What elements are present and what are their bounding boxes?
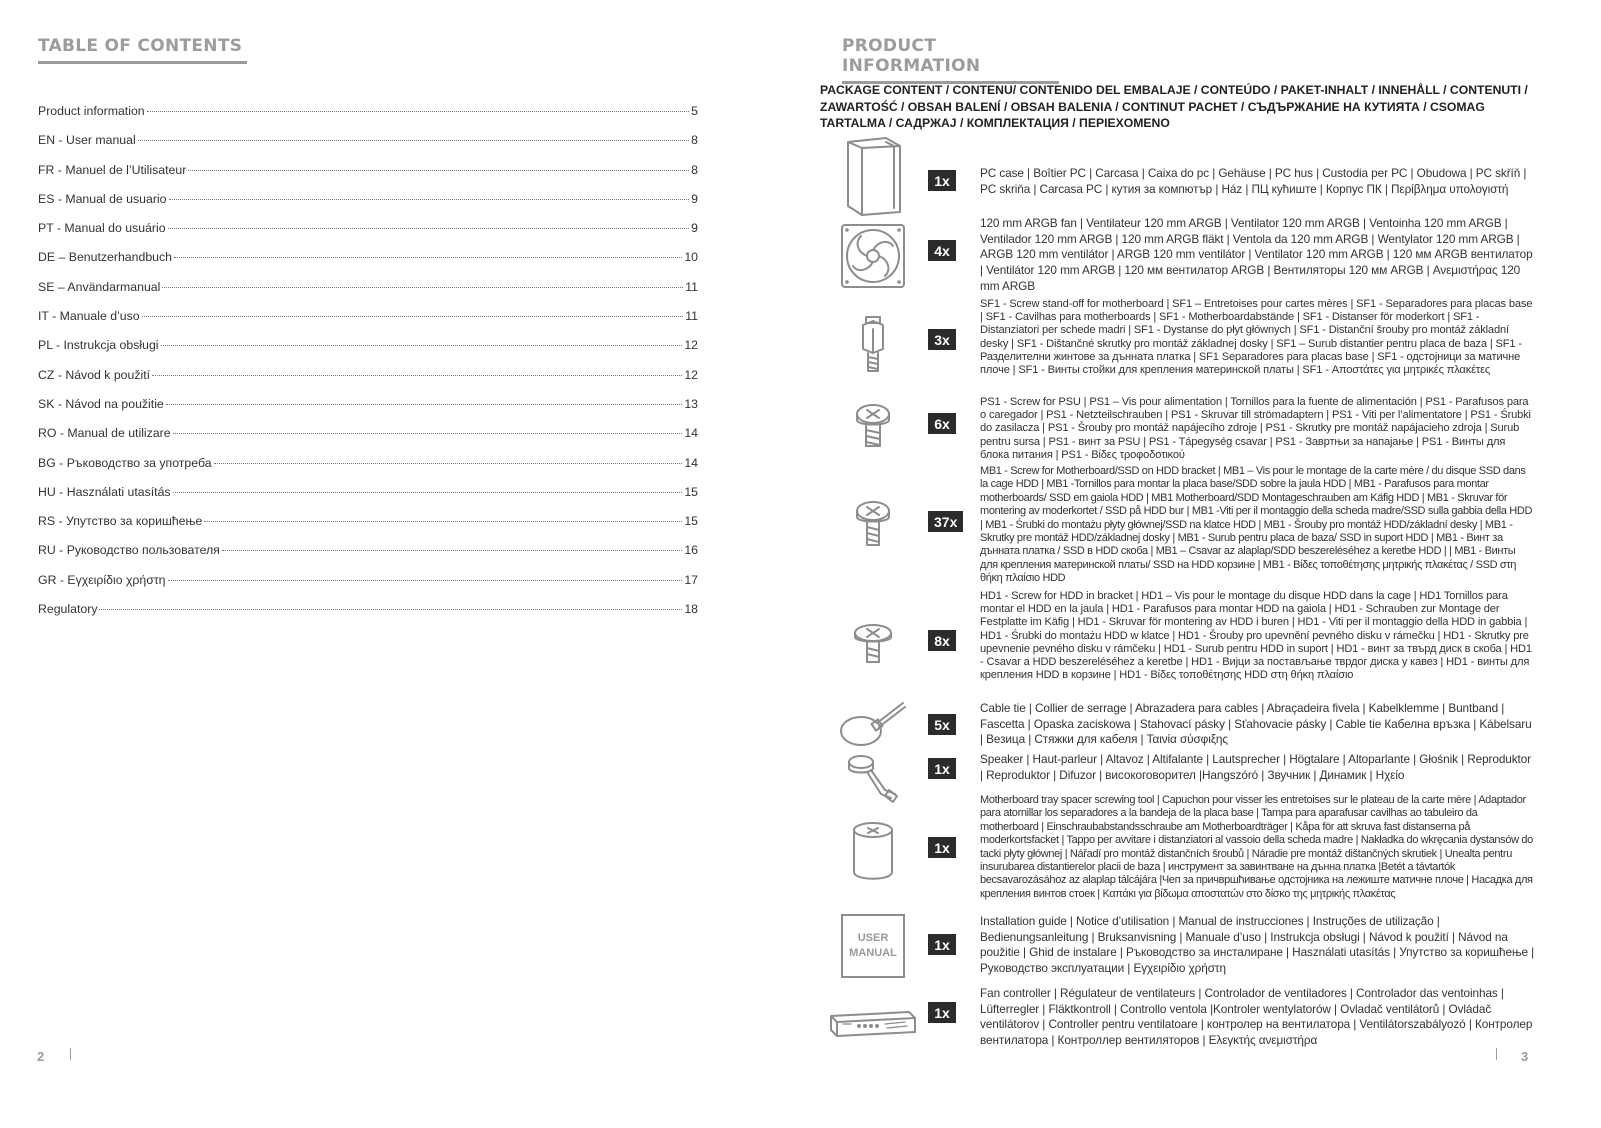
qty-badge: 1x <box>928 934 956 955</box>
package-item-cable-tie <box>800 700 1601 750</box>
item-description: SF1 - Screw stand-off for motherboard | SF1 – Entretoises pour cartes mères | SF1 - Separadores para placas base | SF1 - Cavilhas para motherboards | SF1 - Motherboardabstände | SF1 - Distanser för moderkort | SF1 - Distanziatori per schede madri | SF1 - Dystanse do płyt głównych | SF1 - Distanční šrouby pro montáž základní desky | SF1 - Dištančné skrutky pro montáž základnej dosky | SF1 – Surub distantier pentru placa de baza | SF1 - Разделителни жинтове за дънната платка | SF1 Separadores para placas base | SF1 - одстојници за матичне плоче | SF1 - Винты стойки для крепления материнской платы | SF1 - Αποστάτες για μητρικές πλακέτες <box>980 298 1533 377</box>
toc-entry[interactable] <box>38 280 698 309</box>
qty-badge: 6x <box>928 413 956 434</box>
toc-entry-label: ES - Manual de usuario <box>38 191 167 206</box>
fan-controller-icon <box>828 1003 918 1045</box>
page-number-separator <box>1496 1048 1497 1060</box>
toc-entry[interactable] <box>38 543 698 572</box>
pc-case-icon <box>828 136 918 216</box>
item-description: PC case | Boîtier PC | Carcasa | Caixa do pc | Gehäuse | PC hus | Custodia per PC | Obudowa | PC skříň | PC skriňa | Carcasa PC | кутия за компютър | Ház | ПЦ кућиште | Корпус ПК | Περίβλημα υπολογιστή <box>980 166 1527 196</box>
item-description: Motherboard tray spacer screwing tool | Capuchon pour visser les entretoises sur le plateau de la carte mère | Adaptador para atornillar los separadores a la bandeja de la placa base | Tampa para aparafusar cavilhas ao tabuleiro da motherboard | Einschraubabstandsschraube am Motherboardträger | Kåpa för att skruva fast distanserna på moderkortsfacket | Tappo per avvitare i distanziatori al vassoio della scheda madre | Nakładka do wkręcania dystansów do tacki płyty głównej | Nářadí pro montáž distančních šroubů | Náradie pre montáž dištančných skrutiek | Unealta pentru insurubarea distantierelor placii de baza | инструмент за завинтване на дънна платка |Betét a távtartók becsavarozásához az alaplap tálcájára |Чеп за причвршћивање одстојника на лежиште матичне плоче | Насадка для крепления винтов стоек | Καπάκι για βίδωμα αποστατών στο δίσκο της μητρικής πλακέτας <box>980 794 1533 900</box>
toc-entry-label: CZ - Návod k použití <box>38 367 151 382</box>
toc-entry-page: 17 <box>684 572 698 587</box>
item-description: Fan controller | Régulateur de ventilateurs | Controlador de ventiladores | Controlador das ventoinhas | Lüfterregler | Fläktkontroll | Controllo ventola |Kontroler wentylatorów | Ovladač ventilátorů | Ovládač ventilátorov | Controller pentru ventilatoare | контролер на вентилатора | Ventilátorszabályozó | Контролер вентилатора | Контроллер вентиляторов | Ελεγκτής ανεμιστήρα <box>980 986 1533 1048</box>
cable-tie-icon <box>828 700 918 750</box>
toc-entry[interactable] <box>38 426 698 455</box>
qty-badge: 37x <box>928 511 963 532</box>
toc-entry-label: DE – Benutzerhandbuch <box>38 250 172 265</box>
motherboard-screw-icon <box>828 464 918 586</box>
toc-entry-label: SE – Användarmanual <box>38 279 161 294</box>
package-item-user-manual <box>800 913 1601 979</box>
toc-entry[interactable] <box>38 133 698 162</box>
toc-dot-leader <box>214 463 683 464</box>
toc-dot-leader <box>161 345 683 346</box>
table-of-contents <box>38 104 698 631</box>
toc-entry-page: 13 <box>684 396 698 411</box>
toc-dot-leader <box>188 170 689 171</box>
qty-badge: 1x <box>928 170 956 191</box>
toc-entry-label: Product information <box>38 104 145 118</box>
toc-entry[interactable] <box>38 456 698 485</box>
toc-dot-leader <box>168 580 683 581</box>
package-item-hdd-screw <box>800 589 1601 701</box>
standoff-screw-icon <box>828 297 918 392</box>
toc-entry-label: Regulatory <box>38 602 98 617</box>
toc-dot-leader <box>162 287 683 288</box>
left-page <box>0 0 800 1128</box>
fan-icon <box>828 216 918 296</box>
toc-entry[interactable] <box>38 192 698 221</box>
toc-dot-leader <box>99 609 682 610</box>
toc-entry-label: IT - Manuale d’uso <box>38 309 140 324</box>
package-item-fan <box>800 216 1601 296</box>
toc-dot-leader <box>138 140 689 141</box>
qty-badge: 1x <box>928 1002 956 1023</box>
toc-entry[interactable] <box>38 163 698 192</box>
item-description: PS1 - Screw for PSU | PS1 – Vis pour alimentation | Tornillos para la fuente de alimentación | PS1 - Parafusos para o caregador | PS1 - Netzteilschrauben | PS1 - Skruvar till strömadaptern | PS1 - Viti per l’alimentatore | PS1 - Śrubki do zasilacza | PS1 - Šrouby pro montáž napájecího zdroje | PS1 - Skrutky pre montáž napájacieho zdroja | Surub pentru sursa | PS1 - винт за PSU | PS1 - Tápegység csavar | PS1 - Завртњи за напајање | PS1 - Винты для блока питания | PS1 - Βίδες τροφοδοτικού <box>980 396 1531 461</box>
qty-badge: 1x <box>928 758 956 779</box>
product-info-title: PRODUCT INFORMATION <box>842 36 1059 84</box>
toc-entry[interactable] <box>38 602 698 631</box>
package-item-standoff-tool <box>800 794 1601 910</box>
toc-entry-page: 11 <box>685 279 698 294</box>
toc-entry-page: 18 <box>684 602 698 617</box>
toc-dot-leader <box>173 492 683 493</box>
toc-entry-page: 12 <box>684 338 698 353</box>
toc-entry-label: RO - Manual de utilizare <box>38 426 171 441</box>
package-content-heading: PACKAGE CONTENT / CONTENU/ CONTENIDO DEL EMBALAJE / CONTEÚDO / PAKET-INHALT / INNEHÅLL / CONTENUTI / ZAWARTOŚĆ / OBSAH BALENÍ / OBSAH BALENIA / CONTINUT PACHET / СЪДЪРЖАНИЕ НА КУТИЯТА / CSOMAG TARTALMA / САДРЖАЈ / КОМПЛЕКТАЦИЯ / ΠΕΡΙΕΧΟΜΕΝΟ <box>820 83 1528 130</box>
toc-entry-page: 12 <box>684 367 698 382</box>
toc-dot-leader <box>222 550 682 551</box>
qty-badge: 5x <box>928 714 956 735</box>
toc-entry[interactable] <box>38 397 698 426</box>
standoff-tool-icon <box>828 806 918 896</box>
toc-entry-label: PL - Instrukcja obsługi <box>38 338 159 353</box>
toc-entry-label: BG - Ръководство за употреба <box>38 455 212 470</box>
package-item-fan-controller <box>800 985 1601 1051</box>
page-number-left: 2 <box>37 1049 45 1064</box>
package-item-motherboard-screw <box>800 464 1601 586</box>
item-description: Cable tie | Collier de serrage | Abrazadera para cables | Abraçadeira fivela | Kabelklemme | Buntband | Fascetta | Opaska zaciskowa | Stahovací pásky | Sťahovacie pásky | Cable tie Кабелна връзка | Kábelsaru | Везица | Стяжки для кабеля | Ταινία σύσφιξης <box>980 701 1532 747</box>
toc-entry-page: 5 <box>691 104 698 118</box>
qty-badge: 3x <box>928 329 956 350</box>
toc-entry-page: 8 <box>691 162 698 177</box>
item-description: Speaker | Haut-parleur | Altavoz | Altifalante | Lautsprecher | Högtalare | Altoparlante | Głośnik | Reproduktor | Reproduktor | Difuzor | високоговорител |Hangszóró | Звучник | Динамик | Ηχείο <box>980 752 1532 782</box>
package-item-pc-case <box>800 136 1601 216</box>
toc-entry[interactable] <box>38 309 698 338</box>
toc-entry[interactable] <box>38 338 698 367</box>
toc-dot-leader <box>169 199 690 200</box>
manual-icon-label-line2: MANUAL <box>849 947 897 959</box>
toc-entry-label: EN - User manual <box>38 133 136 148</box>
item-description: Installation guide | Notice d’utilisation | Manual de instrucciones | Instruções de utilização | Bedienungsanleitung | Bruksanvisning | Manuale d’uso | Instrukcja obsługi | Návod k použití | Návod na použitie | Ghid de instalare | Ръководство за инсталиране | Használati utasítás | Упутство за коришћење | Руководство эксплуатации | Εγχειρίδιο χρήστη <box>980 914 1535 976</box>
item-description: 120 mm ARGB fan | Ventilateur 120 mm ARGB | Ventilator 120 mm ARGB | Ventoinha 120 mm ARGB | Ventilador 120 mm ARGB | 120 mm ARGB fläkt | Ventola da 120 mm ARGB | Wentylator 120 mm ARGB | ARGB 120 mm ventilátor | ARGB 120 mm ventilátor | Ventilator 120 mm ARGB | 120 мм ARGB вентилатор | Ventilátor 120 mm ARGB | 120 мм вентилатор ARGB | Вентиляторы 120 мм ARGB | Ανεμιστήρας 120 mm ARGB <box>980 216 1533 293</box>
package-item-speaker <box>800 750 1601 795</box>
toc-dot-leader <box>173 433 683 434</box>
toc-entry-label: SK - Návod na použitie <box>38 396 164 411</box>
toc-entry-label: RS - Упутство за коришћење <box>38 514 203 529</box>
toc-entry[interactable] <box>38 485 698 514</box>
toc-entry-page: 8 <box>691 133 698 148</box>
manual-icon-label-line1: USER <box>857 932 889 944</box>
toc-entry-label: HU - Használati utasítás <box>38 484 171 499</box>
toc-entry-page: 10 <box>684 250 698 265</box>
qty-badge: 4x <box>928 240 956 261</box>
toc-dot-leader <box>204 521 682 522</box>
page-number-separator <box>70 1048 71 1060</box>
right-page <box>800 0 1601 1128</box>
toc-entry-label: PT - Manual do usuário <box>38 221 166 236</box>
toc-entry-page: 11 <box>685 309 698 324</box>
toc-entry[interactable] <box>38 368 698 397</box>
toc-entry-page: 16 <box>684 543 698 558</box>
package-item-psu-screw <box>800 393 1601 461</box>
toc-entry[interactable] <box>38 514 698 543</box>
toc-entry-page: 9 <box>691 221 698 236</box>
toc-dot-leader <box>152 375 682 376</box>
toc-entry-page: 15 <box>684 484 698 499</box>
hdd-screw-icon <box>828 589 918 701</box>
toc-entry-page: 14 <box>684 455 698 470</box>
toc-entry-label: GR - Εγχειρίδιο χρήστη <box>38 572 166 587</box>
user-manual-icon <box>828 913 918 979</box>
item-description: MB1 - Screw for Motherboard/SSD on HDD bracket | MB1 – Vis pour le montage de la carte mère / du disque SSD dans la cage HDD | MB1 -Tornillos para montar la placa base/SDD sobre la jaula HDD | MB1 - Parafusos para montar motherboards/ SSD em gaiola HDD | MB1 Motherboard/SDD Montageschrauben am Käfig HDD | MB1 - Skruvar för montering av moderkortet / SSD på HDD bur | MB1 -Viti per il montaggio della scheda madre/SSD sulla gabbia della HDD | MB1 - Śrubki do montażu płyty głównej/SSD na klatce HDD | MB1 - Šrouby pro montáž HDD/základní desky | MB1 - Skrutky pre montáž HDD/základnej dosky | MB1 - Surub pentru placa de baza/ SSD in suport HDD | MB1 - Винт за дънната платка / SSD в HDD скоба | MB1 – Csavar az alaplap/SDD beszereléséhez a keretbe HDD | | MB1 - Винты для крепления материнской платы/ SSD на HDD корзине | MB1 - Βίδες τοποθέτησης μητρικής πλακέτας / SSD στη θήκη πλαίσιο HDD <box>980 465 1533 585</box>
toc-entry-page: 14 <box>684 426 698 441</box>
toc-entry[interactable] <box>38 573 698 602</box>
toc-entry[interactable] <box>38 104 698 133</box>
qty-badge: 1x <box>928 837 956 858</box>
toc-entry-label: FR - Manuel de l’Utilisateur <box>38 162 187 177</box>
psu-screw-icon <box>828 393 918 461</box>
toc-entry[interactable] <box>38 250 698 279</box>
toc-dot-leader <box>142 316 684 317</box>
item-description: HD1 - Screw for HDD in bracket | HD1 – Vis pour le montage du disque HDD dans la cage | HD1 Tornillos para montar el HDD en la jaula | HD1 - Parafusos para montar HDD na gaiola | HD1 - Schrauben zur Montage der Festplatte im Käfig | HD1 - Skruvar för montering av HDD i buren | HD1 - Viti per il montaggio della HDD in gabbia | HD1 - Śrubki do montażu HDD w klatce | HD1 - Šrouby pro upevnění pevného disku v rámečku | HD1 - Skrutky pre upevnenie pevného disku v rámčeku | HD1 - Surub pentru HDD in suport | HD1 - винт за твърд диск в скоба | HD1 - Csavar a HDD beszereléséhez a keretbe | HD1 - Вијци за постављање тврдог диска у кавез | HD1 - винты для крепления HDD в корзине | HD1 - Βίδες τοποθέτησης HDD στη θήκη πλαίσιο <box>980 590 1532 682</box>
toc-entry[interactable] <box>38 221 698 250</box>
qty-badge: 8x <box>928 630 956 651</box>
page-number-right: 3 <box>1521 1049 1529 1064</box>
toc-dot-leader <box>166 404 683 405</box>
toc-dot-leader <box>147 111 690 112</box>
toc-dot-leader <box>174 257 682 258</box>
toc-dot-leader <box>168 228 690 229</box>
package-item-standoff <box>800 297 1601 392</box>
toc-title: TABLE OF CONTENTS <box>38 36 247 64</box>
toc-entry-page: 9 <box>691 191 698 206</box>
toc-entry-label: RU - Руководство пользователя <box>38 543 220 558</box>
toc-entry-page: 15 <box>684 514 698 529</box>
